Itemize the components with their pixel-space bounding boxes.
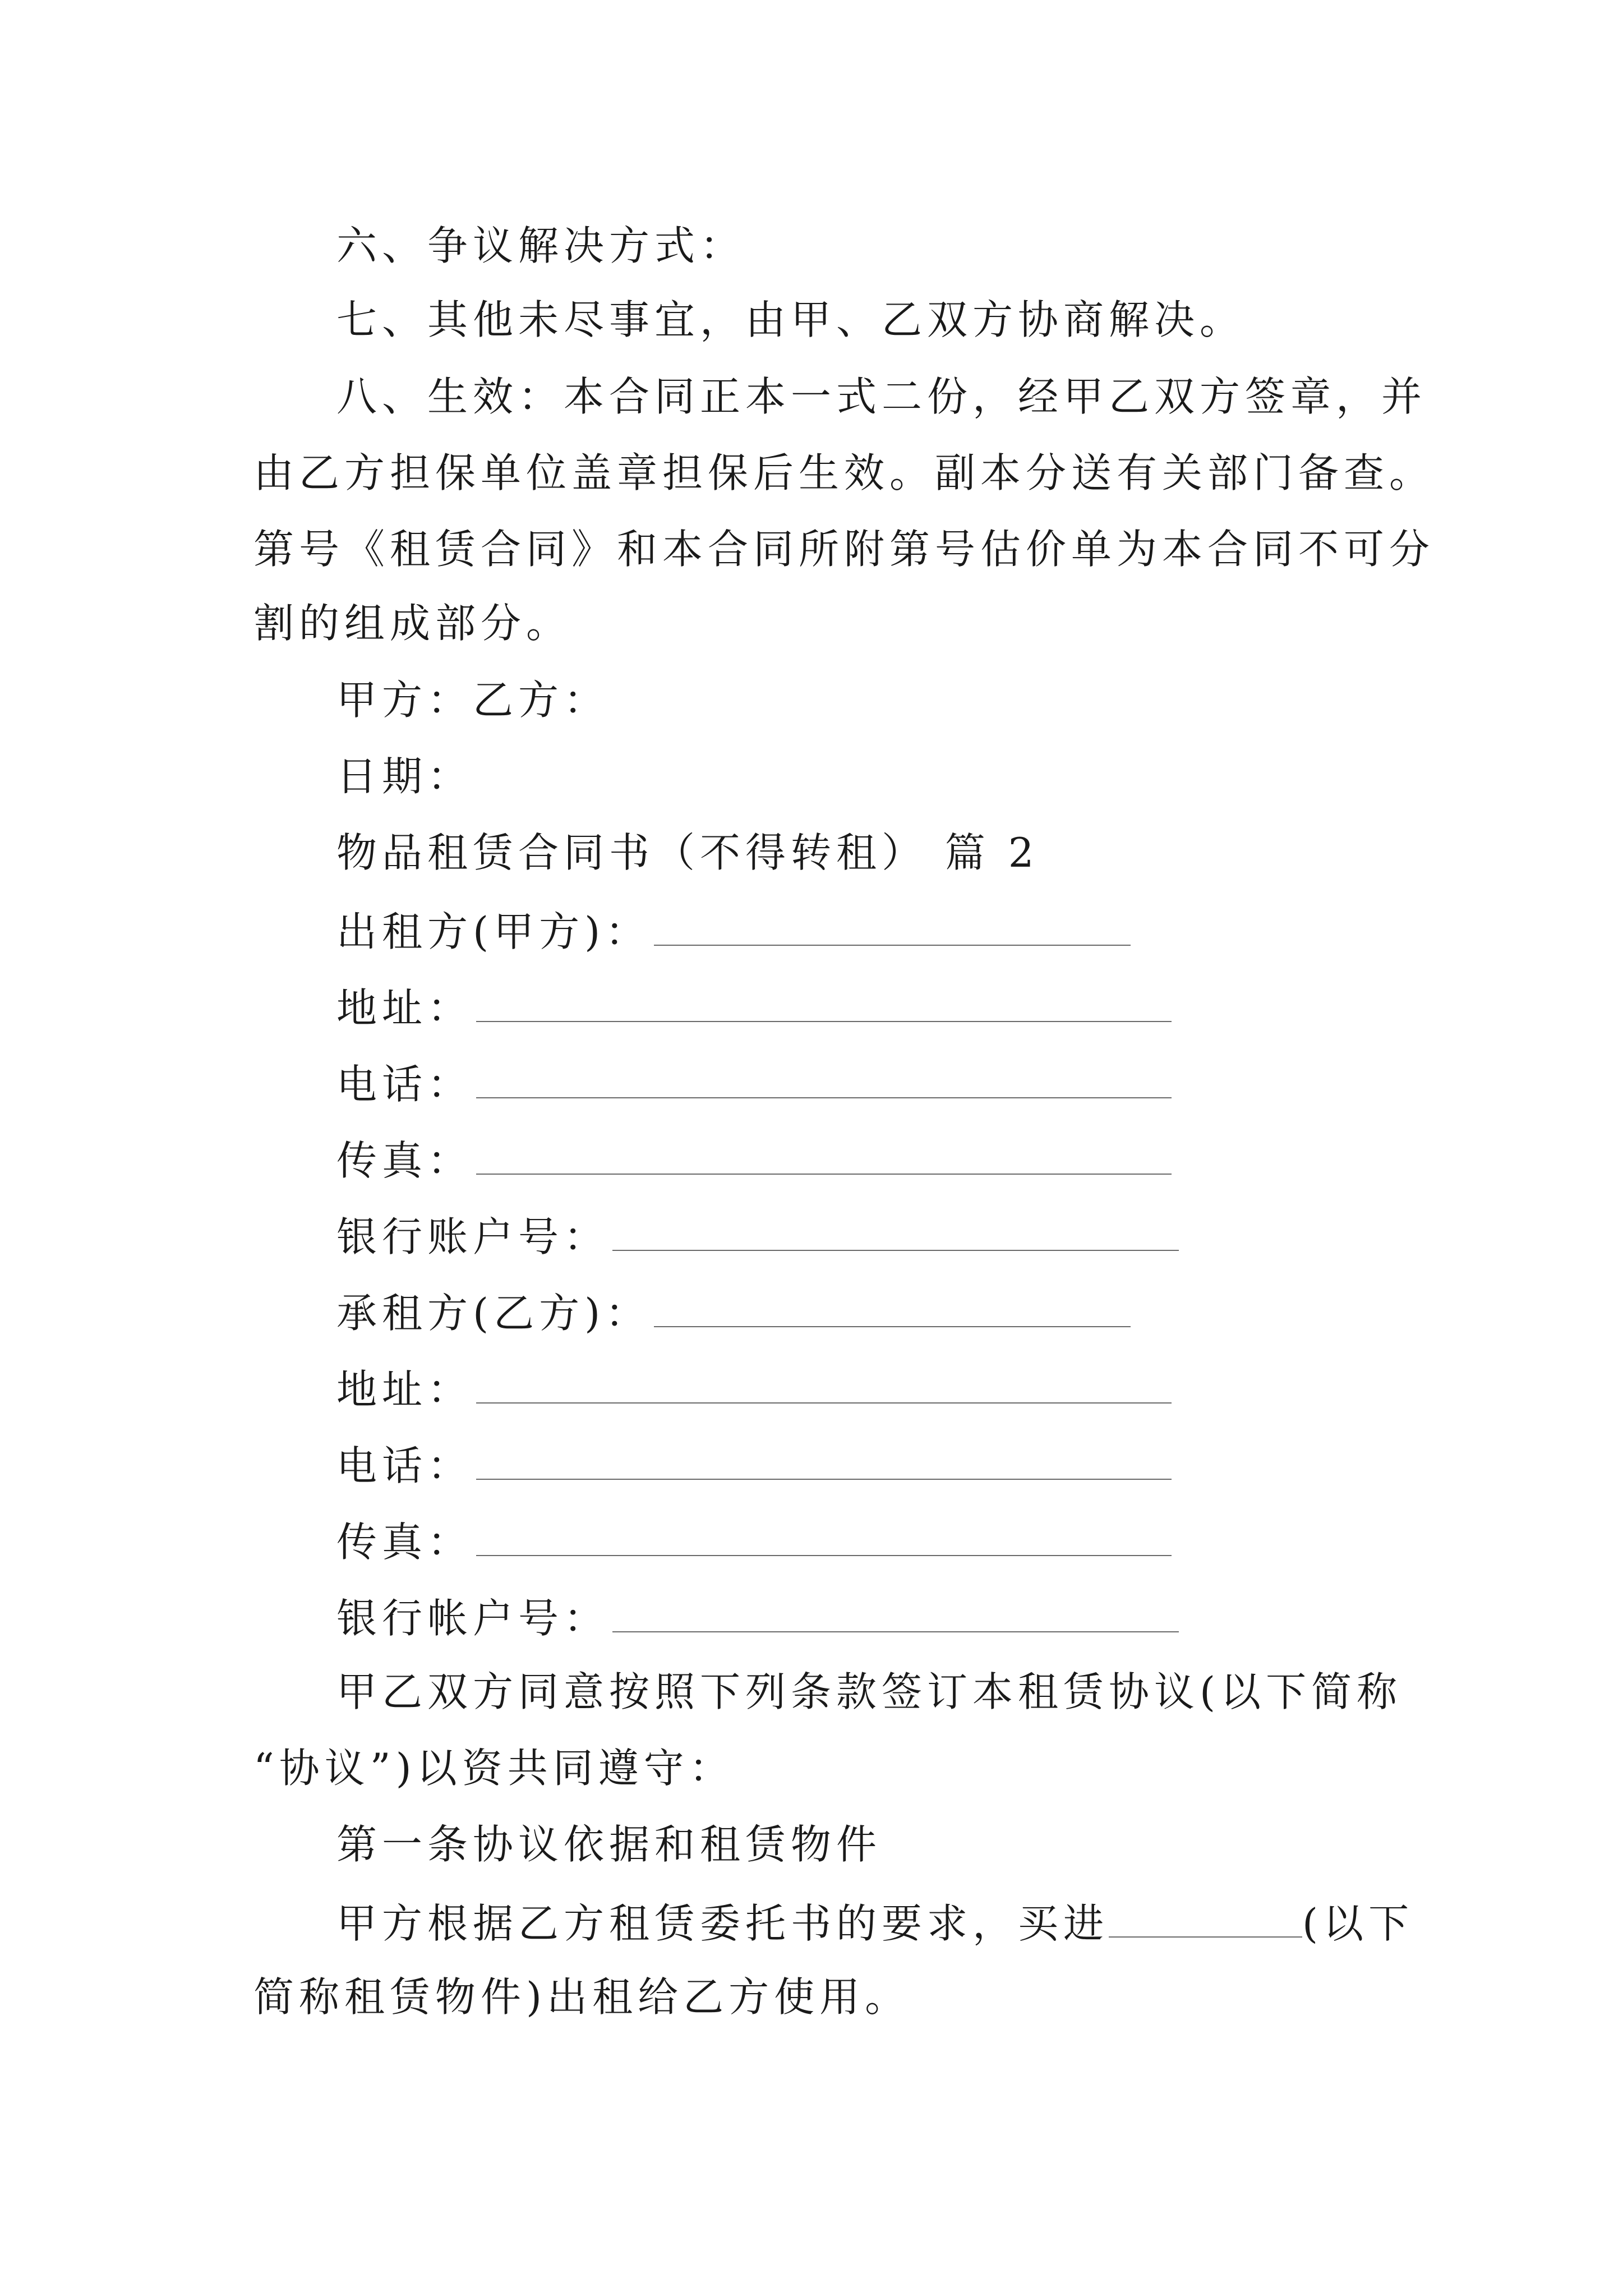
clause-other-matters: 七、其他未尽事宜，由甲、乙双方协商解决。 <box>336 296 1246 343</box>
lessor-label: 出租方(甲方)： <box>336 908 651 955</box>
clause-dispute-resolution: 六、争议解决方式： <box>336 222 746 269</box>
section-title-part-2: 物品租赁合同书（不得转租） 篇 2 <box>336 829 1039 876</box>
article-1-text-line-2: 简称租赁物件)出租给乙方使用。 <box>253 1973 911 2021</box>
lessor-phone-blank[interactable] <box>476 1055 1172 1098</box>
clause-effectiveness-line-2: 由乙方担保单位盖章担保后生效。副本分送有关部门备查。 <box>253 449 1435 496</box>
clause-effectiveness-line-1: 八、生效：本合同正本一式二份，经甲乙双方签章，并 <box>336 373 1427 420</box>
lessee-fax-blank[interactable] <box>476 1512 1172 1556</box>
lessor-fax-blank[interactable] <box>476 1131 1172 1175</box>
lessee-phone-row <box>336 1436 1172 1493</box>
lessor-name-blank[interactable] <box>654 902 1131 946</box>
lessor-row <box>336 902 1131 959</box>
lessee-address-blank[interactable] <box>476 1360 1172 1404</box>
lessee-bank-label: 银行帐户号： <box>336 1595 610 1642</box>
lessee-phone-blank[interactable] <box>476 1436 1172 1480</box>
agreement-intro-line-1: 甲乙双方同意按照下列条款签订本租赁协议(以下简称 <box>336 1668 1403 1715</box>
lessor-phone-label: 电话： <box>336 1061 473 1108</box>
lessee-address-row <box>336 1360 1172 1416</box>
lessor-bank-row <box>336 1207 1179 1264</box>
lessee-phone-label: 电话： <box>336 1442 473 1489</box>
article-1-title: 第一条协议依据和租赁物件 <box>336 1821 882 1868</box>
agreement-intro-line-2: “协议”)以资共同遵守： <box>253 1745 735 1792</box>
lessee-bank-blank[interactable] <box>612 1589 1179 1632</box>
lessor-bank-label: 银行账户号： <box>336 1213 610 1260</box>
lessor-address-row <box>336 978 1172 1035</box>
lessor-fax-label: 传真： <box>336 1137 473 1184</box>
lessor-fax-row <box>336 1131 1172 1188</box>
lessor-address-blank[interactable] <box>476 978 1172 1022</box>
clause-effectiveness-line-3: 第号《租赁合同》和本合同所附第号估价单为本合同不可分 <box>253 526 1435 573</box>
lessor-address-label: 地址： <box>336 984 473 1032</box>
clause-effectiveness-line-4: 割的组成部分。 <box>253 600 572 647</box>
lessee-fax-row <box>336 1512 1172 1569</box>
lessee-bank-row <box>336 1589 1179 1645</box>
article-1-text-after: (以下 <box>1302 1900 1414 1947</box>
lessee-name-blank[interactable] <box>654 1283 1131 1327</box>
lessee-address-label: 地址： <box>336 1366 473 1413</box>
signature-parties: 甲方：乙方： <box>336 677 610 724</box>
article-1-text-before: 甲方根据乙方租赁委托书的要求，买进 <box>336 1900 1109 1947</box>
article-1-text-line-1 <box>336 1894 1414 1950</box>
lessor-bank-blank[interactable] <box>612 1207 1179 1251</box>
lessee-fax-label: 传真： <box>336 1519 473 1566</box>
lessee-label: 承租方(乙方)： <box>336 1290 651 1337</box>
lessor-phone-row <box>336 1055 1172 1111</box>
leased-item-blank[interactable] <box>1109 1894 1302 1938</box>
lessee-row <box>336 1283 1131 1340</box>
signature-date: 日期： <box>336 753 473 800</box>
